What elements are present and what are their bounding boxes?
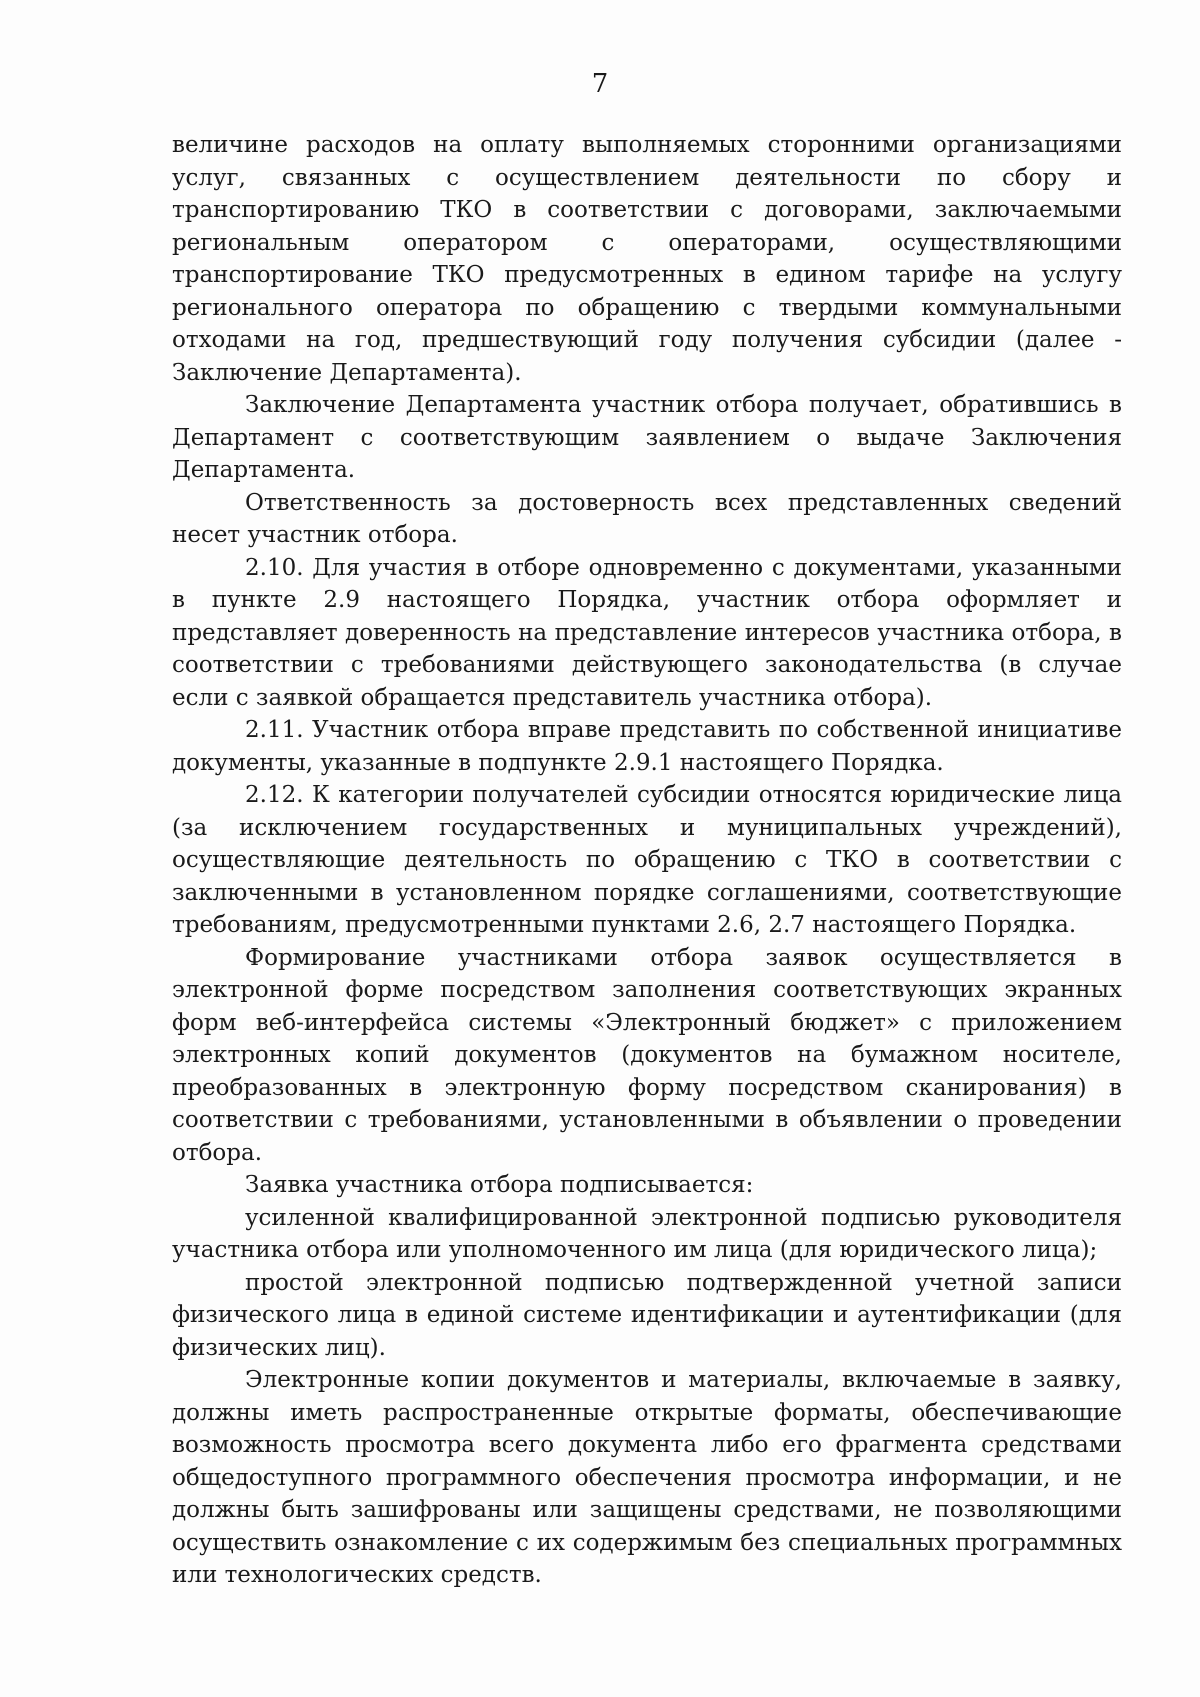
- paragraph-responsibility: Ответственность за достоверность всех представленных сведений несет участник отбора.: [172, 489, 1122, 548]
- paragraph-electronic-copies: Электронные копии документов и материалы, включаемые в заявку, должны иметь распространенные открытые форматы, обеспечивающие возможность просмотра всего документа либо его фрагмента средствами общедоступного программного обеспечения просмотра информации, и не должны быть зашифрованы или защищены средствами, не позволяющими осуществить ознакомление с их содержимым без специальных программных или технологических средств.: [172, 1367, 1122, 1588]
- paragraph-application-forming: Формирование участниками отбора заявок осуществляется в электронной форме посредством заполнения соответствующих экранных форм веб-интерфейса системы «Электронный бюджет» с приложением электронных копий документов (документов на бумажном носителе, преобразованных в электронную форму посредством сканирования) в соответствии с требованиями, установленными в объявлении о проведении отбора.: [172, 944, 1122, 1166]
- paragraph-expenses-continuation: величине расходов на оплату выполняемых сторонними организациями услуг, связанных с осуществлением деятельности по сбору и транспортированию ТКО в соответствии с договорами, заключаемыми региональным оператором с операторами, осуществляющими транспортирование ТКО предусмотренных в едином тарифе на услугу регионального оператора по обращению с твердыми коммунальными отходами на год, предшествующий году получения субсидии (далее - Заключение Департамента).: [172, 132, 1122, 386]
- paragraph-2-12: 2.12. К категории получателей субсидии относятся юридические лица (за исключением государственных и муниципальных учреждений), осуществляющие деятельность по обращению с ТКО в соответствии с заключенными в установленном порядке соглашениями, соответствующие требованиям, предусмотренными пунктами 2.6, 2.7 настоящего Порядка.: [172, 782, 1122, 938]
- page-number: 7: [591, 69, 609, 99]
- paragraph-simple-signature: простой электронной подписью подтвержденной учетной записи физического лица в единой системе идентификации и аутентификации (для физических лиц).: [172, 1269, 1122, 1361]
- paragraph-department-conclusion: Заключение Департамента участник отбора получает, обратившись в Департамент с соответствующим заявлением о выдаче Заключения Департамента.: [172, 392, 1122, 483]
- paragraph-2-10: 2.10. Для участия в отборе одновременно с документами, указанными в пункте 2.9 настоящего Порядка, участник отбора оформляет и представляет доверенность на представление интересов участника отбора, в соответствии с требованиями действующего законодательства (в случае если с заявкой обращается представитель участника отбора).: [172, 554, 1122, 711]
- document-body: [172, 129, 1122, 1592]
- paragraph-qualified-signature: усиленной квалифицированной электронной подписью руководителя участника отбора или уполномоченного им лица (для юридического лица);: [172, 1204, 1122, 1263]
- paragraph-2-11: 2.11. Участник отбора вправе представить по собственной инициативе документы, указанные в подпункте 2.9.1 настоящего Порядка.: [172, 717, 1122, 776]
- paragraph-application-signed: Заявка участника отбора подписывается:: [245, 1172, 754, 1198]
